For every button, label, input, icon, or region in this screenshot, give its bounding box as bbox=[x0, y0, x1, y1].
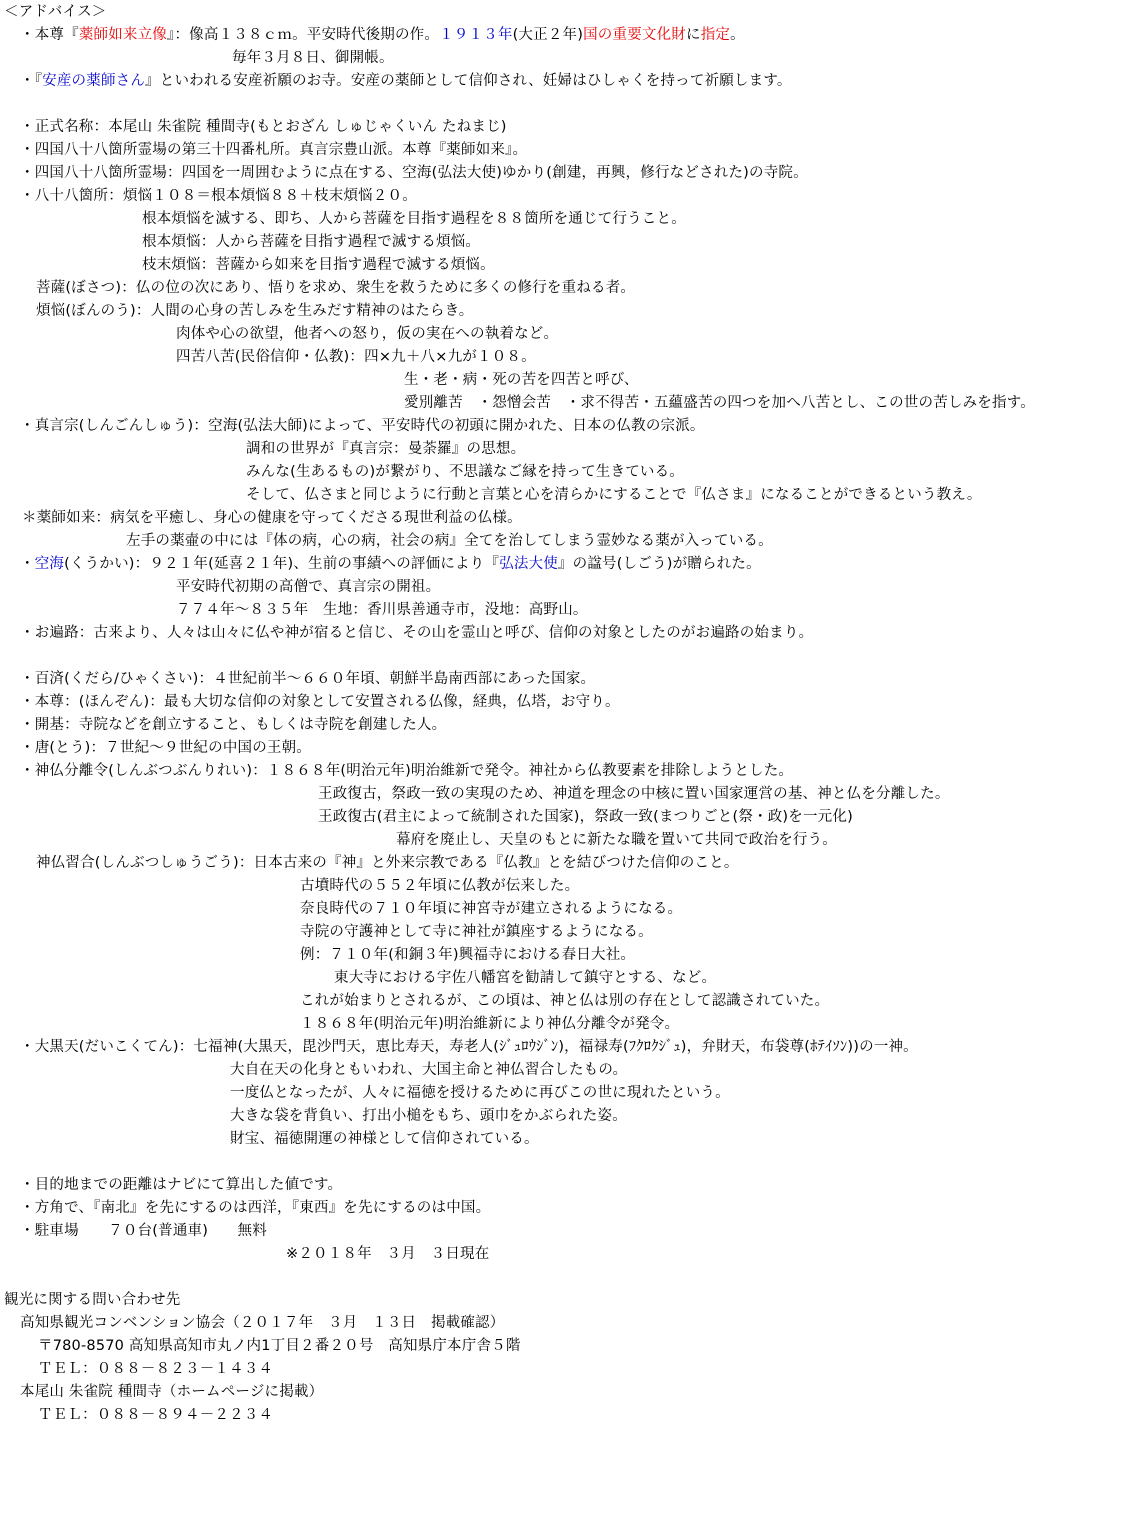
text-line: 枝末煩悩：菩薩から如来を目指す過程で滅する煩悩。 bbox=[142, 257, 495, 273]
text-line: そして、仏さまと同じように行動と言葉と心を清らかにすることで『仏さま』になることができるという教え。 bbox=[246, 487, 982, 503]
text-line bbox=[20, 71, 792, 91]
text-line: 一度仏となったが、人々に福徳を授けるために再びこの世に現れたという。 bbox=[230, 1085, 730, 1101]
text-line: ・方角で、『南北』を先にするのは西洋，『東西』を先にするのは中国。 bbox=[20, 1200, 491, 1216]
text-line: ・大黒天(だいこくてん)：七福神(大黒天，毘沙門天，恵比寿天，寿老人(ｼﾞｭﾛｳｼﾞﾝ)，福禄寿(ﾌｸﾛｸｼﾞｭ)，弁財天，布袋尊(ﾎﾃｲｿﾝ))の一神。 bbox=[20, 1039, 918, 1055]
text-span: (大正２年) bbox=[512, 27, 584, 43]
text-line: ・四国八十八箇所霊場：四国を一周囲むように点在する、空海(弘法大使)ゆかり(創建，再興，修行などされた)の寺院。 bbox=[20, 165, 808, 181]
text-line: ※２０１８年 ３月 ３日現在 bbox=[286, 1246, 490, 1262]
text-line: 大きな袋を背負い、打出小槌をもち、頭巾をかぶられた姿。 bbox=[230, 1108, 627, 1124]
text-line: 毎年３月８日、御開帳。 bbox=[232, 50, 394, 66]
text-span: ・『 bbox=[20, 73, 43, 89]
text-line: 財宝、福徳開運の神様として信仰されている。 bbox=[230, 1131, 539, 1147]
text-span: 』：像高１３８ｃｍ。平安時代後期の作。 bbox=[167, 27, 440, 43]
highlight-text: 薬師如来立像 bbox=[78, 27, 168, 43]
text-line: １８６８年(明治元年)明治維新により神仏分離令が発令。 bbox=[300, 1016, 680, 1032]
text-line: 王政復古(君主によって統制された国家)，祭政一致(まつりごと(祭・政)を一元化) bbox=[318, 809, 853, 825]
text-line: 根本煩悩を滅する、即ち、人から菩薩を目指す過程を８８箇所を通じて行うこと。 bbox=[142, 211, 686, 227]
text-line: 本尾山 朱雀院 種間寺（ホームページに掲載） bbox=[20, 1384, 324, 1400]
text-line: ・八十八箇所：煩悩１０８＝根本煩悩８８＋枝末煩悩２０。 bbox=[20, 188, 417, 204]
text-line: 幕府を廃止し、天皇のもとに新たな職を置いて共同で政治を行う。 bbox=[396, 832, 837, 848]
text-line: ・唐(とう)：７世紀～９世紀の中国の王朝。 bbox=[20, 740, 312, 756]
highlight-text: 指定 bbox=[700, 27, 731, 43]
text-line: 奈良時代の７１０年頃に神宮寺が建立されるようになる。 bbox=[300, 901, 683, 917]
highlight-text: 国の重要文化財 bbox=[583, 27, 686, 43]
text-span: 。 bbox=[730, 27, 745, 43]
highlight-text: 弘法大使 bbox=[499, 556, 558, 572]
text-line: ・真言宗(しんごんしゅう)：空海(弘法大師)によって、平安時代の初頭に開かれた、日本の仏教の宗派。 bbox=[20, 418, 705, 434]
text-line: 愛別離苦 ・怨憎会苦 ・求不得苦・五蘊盛苦の四つを加へ八苦とし、この世の苦しみを指す。 bbox=[404, 395, 1035, 411]
highlight-text: １９１３年 bbox=[439, 27, 513, 43]
text-line: 神仏習合(しんぶつしゅうごう)：日本古来の『神』と外来宗教である『仏教』とを結びつけた信仰のこと。 bbox=[36, 855, 739, 871]
text-line bbox=[20, 25, 745, 45]
text-line: 王政復古，祭政一致の実現のため、神道を理念の中核に置い国家運営の基、神と仏を分離した。 bbox=[318, 786, 950, 802]
text-line bbox=[20, 554, 761, 574]
text-line: ・正式名称：本尾山 朱雀院 種間寺(もとおざん しゅじゃくいん たねまじ) bbox=[20, 119, 507, 135]
text-line: ＊薬師如来：病気を平癒し、身心の健康を守ってくださる現世利益の仏様。 bbox=[22, 510, 522, 526]
text-line: みんな(生あるもの)が繋がり、不思議なご縁を持って生きている。 bbox=[246, 464, 685, 480]
text-line: ・開基：寺院などを創立すること、もしくは寺院を創建した人。 bbox=[20, 717, 447, 733]
highlight-text: 安産の薬師さん bbox=[42, 73, 146, 89]
text-line: 古墳時代の５５２年頃に仏教が伝来した。 bbox=[300, 878, 580, 894]
text-line: 大自在天の化身ともいわれ、大国主命と神仏習合したもの。 bbox=[230, 1062, 628, 1078]
text-line: 東大寺における宇佐八幡宮を勧請して鎮守とする、など。 bbox=[334, 970, 717, 986]
text-line: 四苦八苦(民俗信仰・仏教)：四×九＋八×九が１０８。 bbox=[176, 349, 536, 365]
text-span: ・ bbox=[20, 556, 35, 572]
text-line: 菩薩(ぼさつ)：仏の位の次にあり、悟りを求め、衆生を救うために多くの修行を重ねる者。 bbox=[36, 280, 636, 296]
highlight-text: 空海 bbox=[34, 556, 65, 572]
text-line: ＜アドバイス＞ bbox=[4, 4, 107, 20]
text-span: ・本尊『 bbox=[20, 27, 79, 43]
text-line: これが始まりとされるが、この頃は、神と仏は別の存在として認識されていた。 bbox=[300, 993, 830, 1009]
text-line: 左手の薬壷の中には『体の病，心の病，社会の病』全てを治してしまう霊妙なる薬が入っている。 bbox=[126, 533, 773, 549]
text-span: 』といわれる安産祈願のお寺。安産の薬師として信仰され、妊婦はひしゃくを持って祈願します。 bbox=[145, 73, 792, 89]
text-line: ７７４年～８３５年 生地：香川県善通寺市，没地：高野山。 bbox=[176, 602, 588, 618]
text-span: に bbox=[686, 27, 701, 43]
text-line: 平安時代初期の高僧で、真言宗の開祖。 bbox=[176, 579, 441, 595]
text-line: 高知県観光コンベンション協会（２０１７年 ３月 １３日 掲載確認） bbox=[20, 1315, 505, 1331]
text-line: 寺院の守護神として寺に神社が鎮座するようになる。 bbox=[300, 924, 653, 940]
text-line: 肉体や心の欲望，他者への怒り，仮の実在への執着など。 bbox=[176, 326, 559, 342]
text-line: ＴＥＬ：０８８－８９４－２２３４ bbox=[38, 1407, 274, 1423]
text-line: ・百済(くだら/ひゃくさい)：４世紀前半～６６０年頃、朝鮮半島南西部にあった国家。 bbox=[20, 671, 596, 687]
text-span: (くうかい)：９２１年(延喜２１年)、生前の事績への評価により『 bbox=[64, 556, 500, 572]
text-line: ・お遍路：古来より、人々は山々に仏や神が宿ると信じ、その山を霊山と呼び、信仰の対象としたのがお遍路の始まり。 bbox=[20, 625, 814, 641]
text-line: 煩悩(ぼんのう)：人間の心身の苦しみを生みだす精神のはたらき。 bbox=[36, 303, 474, 319]
text-line: 根本煩悩：人から菩薩を目指す過程で滅する煩悩。 bbox=[142, 234, 481, 250]
text-line: ・神仏分離令(しんぶつぶんりれい)：１８６８年(明治元年)明治維新で発令。神社から仏教要素を排除しようとした。 bbox=[20, 763, 794, 779]
text-line: 〒780-8570 高知県高知市丸ノ内1丁目２番２０号 高知県庁本庁舎５階 bbox=[38, 1338, 521, 1354]
text-line: 生・老・病・死の苦を四苦と呼び、 bbox=[404, 372, 639, 388]
text-line: 観光に関する問い合わせ先 bbox=[4, 1292, 181, 1308]
text-span: 』の諡号(しごう)が贈られた。 bbox=[557, 556, 761, 572]
text-line: 例：７１０年(和銅３年)興福寺における春日大社。 bbox=[300, 947, 636, 963]
text-line: ・目的地までの距離はナビにて算出した値です。 bbox=[20, 1177, 343, 1193]
text-line: ・駐車場 ７０台(普通車) 無料 bbox=[20, 1223, 267, 1239]
text-line: ・本尊：(ほんぞん)：最も大切な信仰の対象として安置される仏像，経典，仏塔，お守り。 bbox=[20, 694, 620, 710]
text-line: ・四国八十八箇所霊場の第三十四番札所。真言宗豊山派。本尊『薬師如来』。 bbox=[20, 142, 528, 158]
text-line: ＴＥＬ：０８８－８２３－１４３４ bbox=[38, 1361, 274, 1377]
text-line: 調和の世界が『真言宗：曼荼羅』の思想。 bbox=[246, 441, 526, 457]
